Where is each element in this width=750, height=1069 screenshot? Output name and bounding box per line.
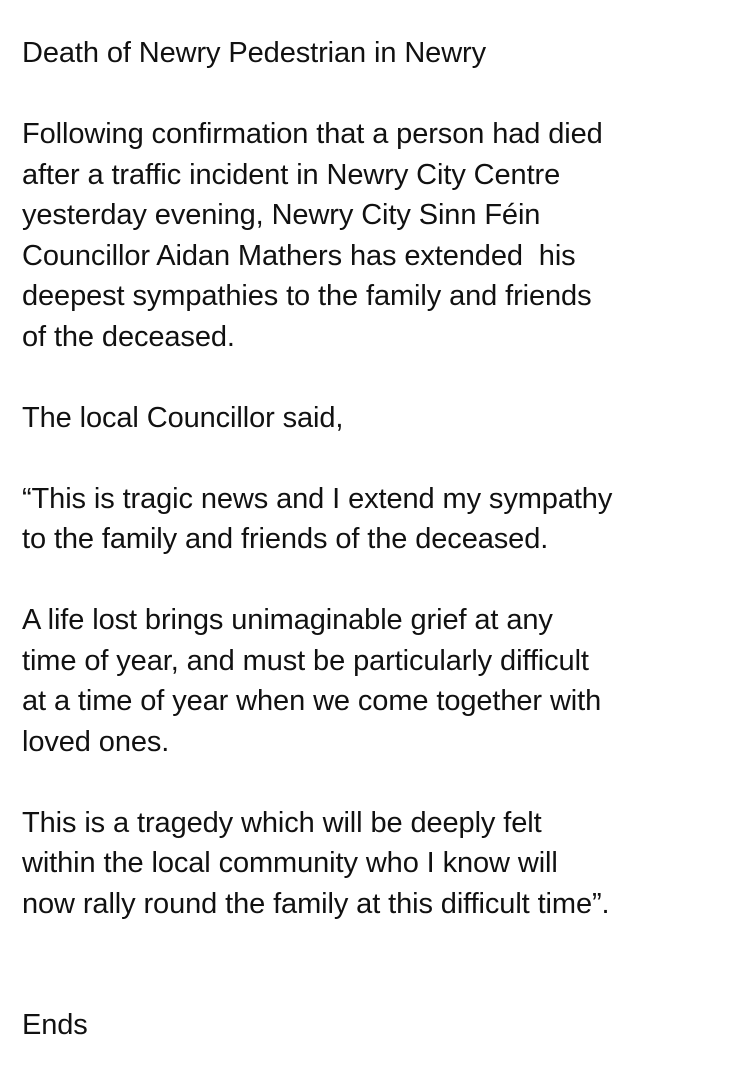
- paragraph-line: within the local community who I know will: [22, 847, 558, 879]
- paragraph-line: Following confirmation that a person had died: [22, 118, 603, 150]
- paragraph-line: “This is tragic news and I extend my sympathy: [22, 482, 613, 515]
- paragraph-line: now rally round the family at this difficult time”.: [22, 887, 610, 920]
- paragraph-line: time of year, and must be particularly difficult: [22, 644, 589, 677]
- paragraph-line: deepest sympathies to the family and friends: [22, 280, 592, 312]
- paragraph-line: This is a tragedy which will be deeply felt: [22, 806, 542, 839]
- paragraph-councillor-said: [22, 398, 742, 439]
- paragraph-line: A life lost brings unimaginable grief at any: [22, 604, 553, 636]
- paragraph-line: Councillor Aidan Mathers has extended his: [22, 239, 576, 272]
- paragraph-spacer: [22, 924, 742, 1005]
- paragraph-spacer: [22, 74, 742, 115]
- paragraph-tragedy-felt: [22, 803, 742, 925]
- ends-marker: Ends: [22, 1009, 88, 1041]
- paragraph-line: loved ones.: [22, 725, 170, 758]
- paragraph-line: yesterday evening, Newry City Sinn Féin: [22, 199, 541, 231]
- paragraph-spacer: [22, 357, 742, 398]
- paragraph-line: at a time of year when we come together with: [22, 685, 602, 717]
- paragraph-quote-tragic-news: [22, 479, 742, 560]
- paragraph-spacer: [22, 438, 742, 479]
- paragraph-line: to the family and friends of the deceased.: [22, 523, 549, 555]
- paragraph-confirmation: [22, 114, 742, 357]
- paragraph-line: after a traffic incident in Newry City Centre: [22, 158, 561, 191]
- paragraph-life-lost: [22, 600, 742, 762]
- paragraph-line: of the deceased.: [22, 320, 235, 353]
- paragraph-spacer: [22, 560, 742, 601]
- press-release-document: [22, 33, 742, 1046]
- document-title: Death of Newry Pedestrian in Newry: [22, 37, 487, 69]
- paragraph-spacer: [22, 762, 742, 803]
- paragraph-line: The local Councillor said,: [22, 401, 344, 434]
